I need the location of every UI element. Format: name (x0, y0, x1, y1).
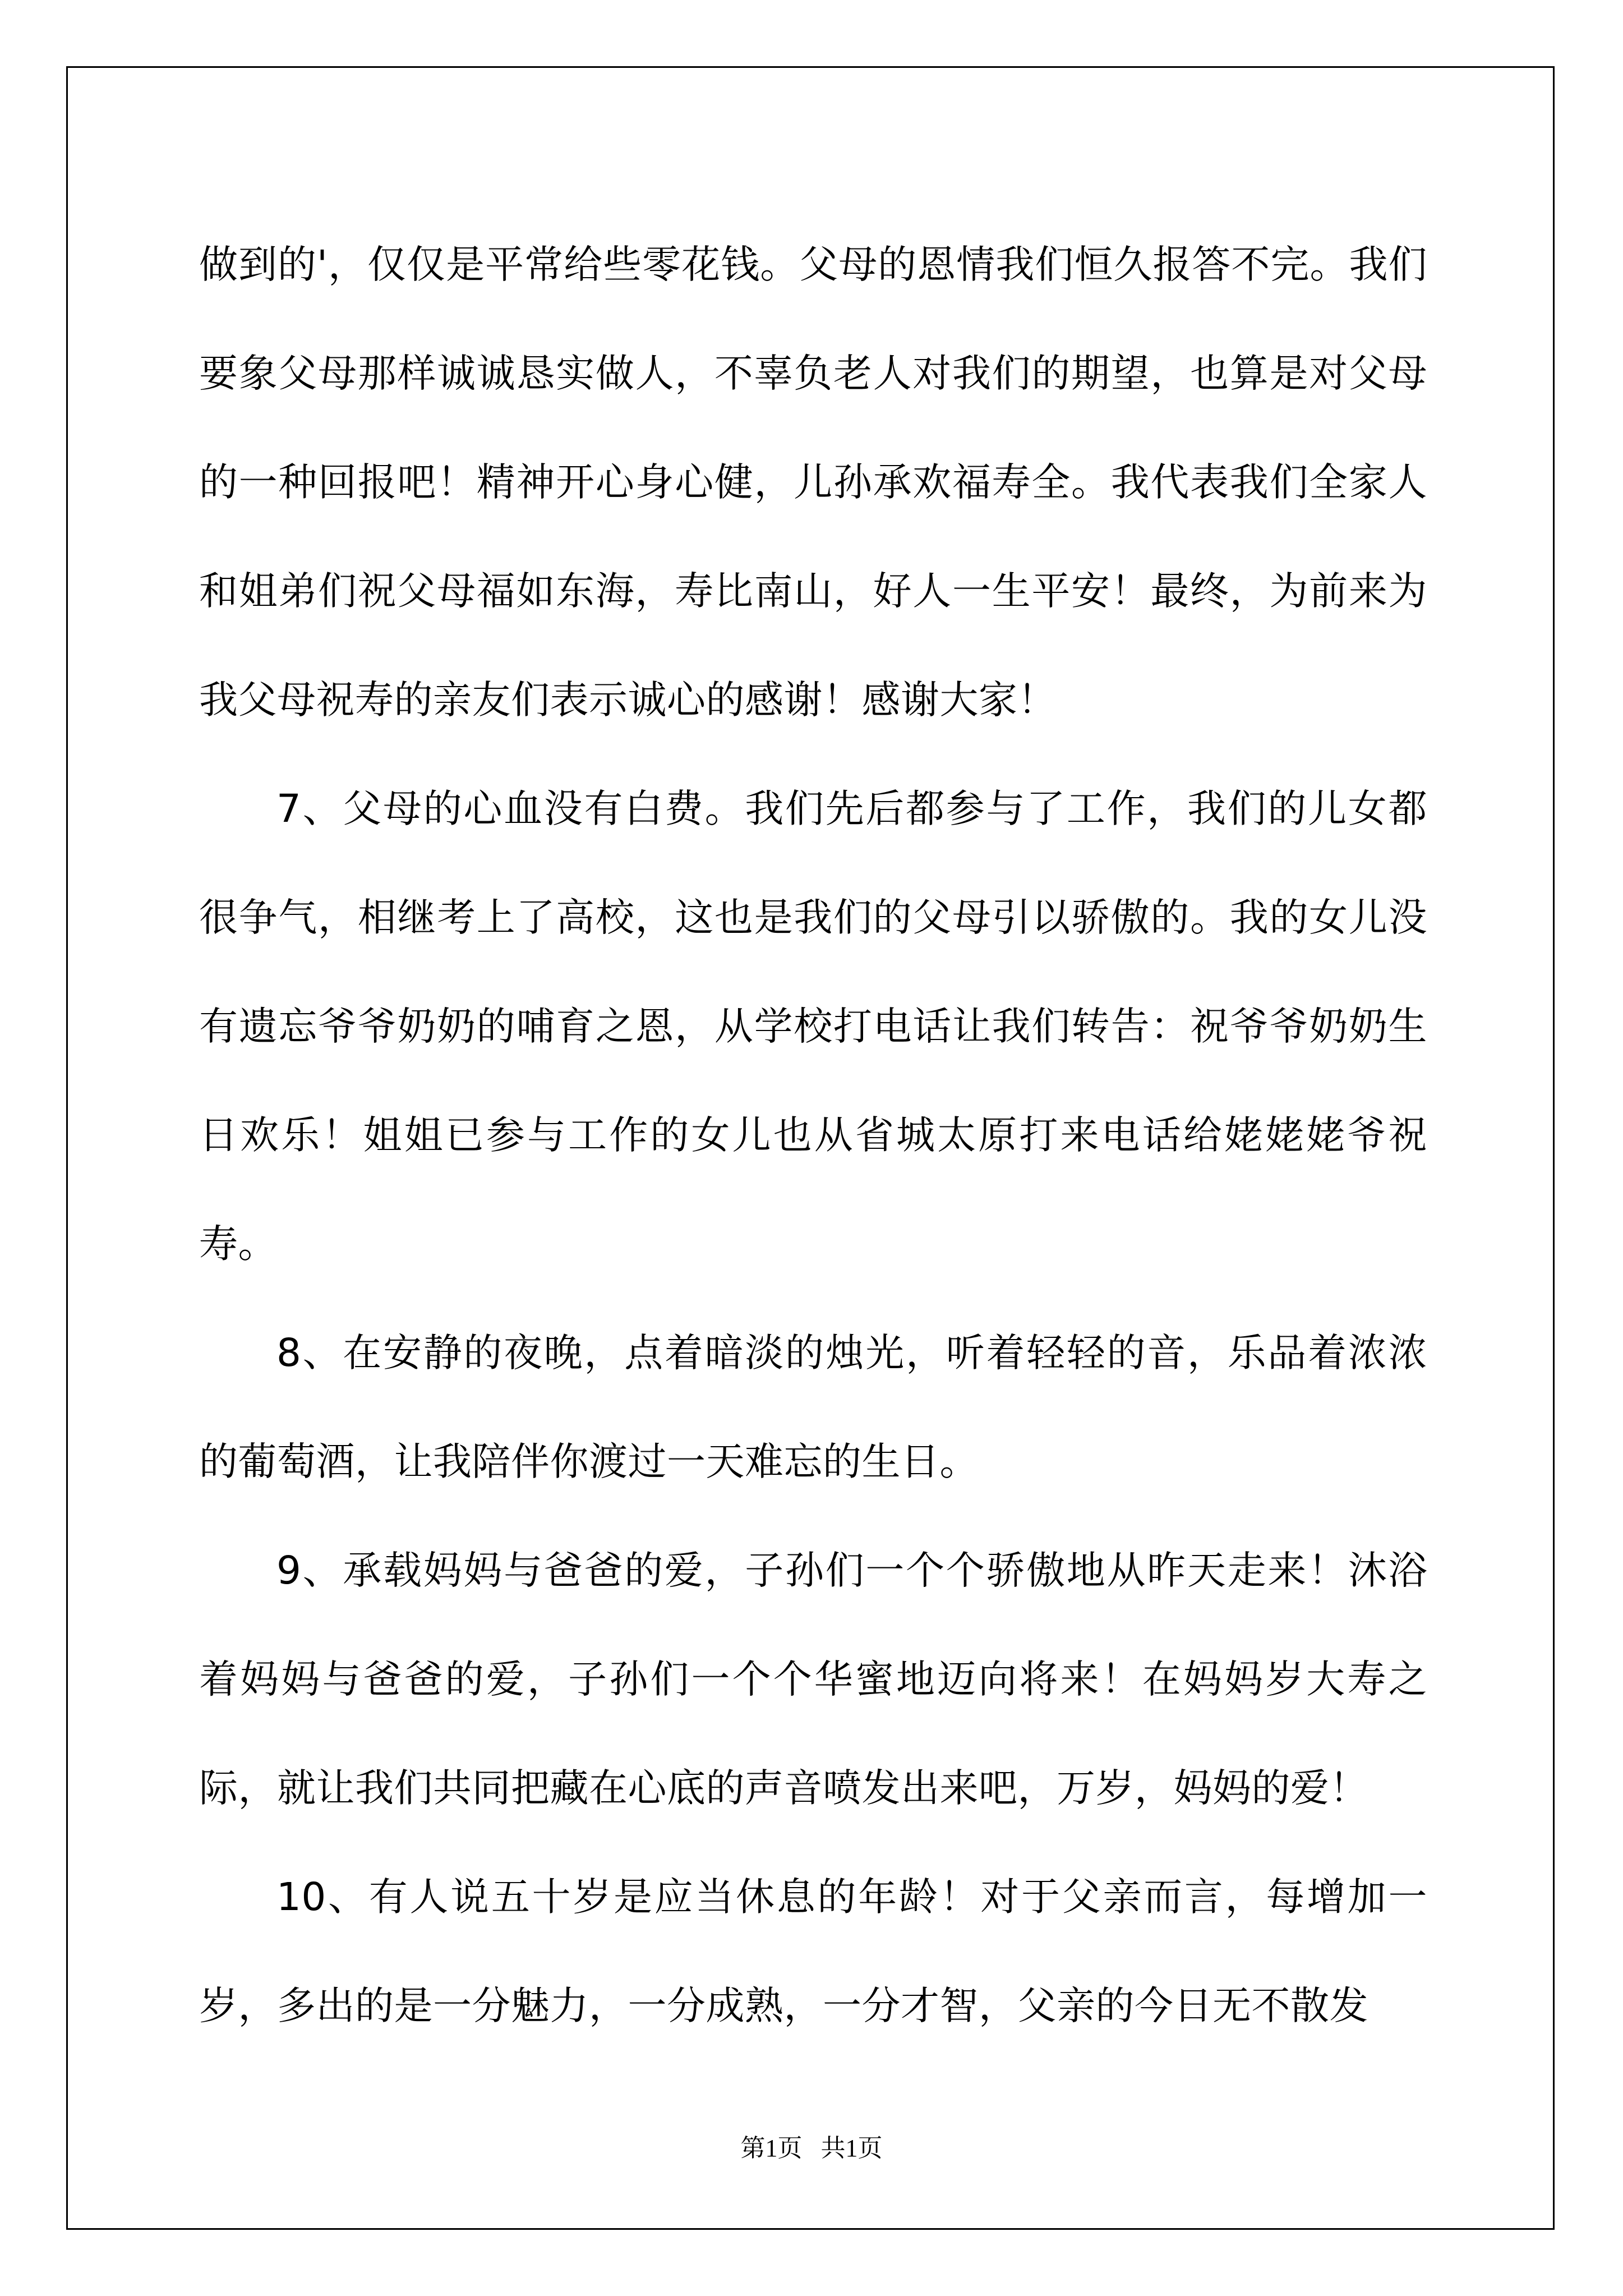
paragraph-5: 10、有人说五十岁是应当休息的年龄！对于父亲而言，每增加一岁，多出的是一分魅力，一分成熟，一分才智，父亲的今日无不散发 (199, 1875, 1427, 2028)
paragraph-3: 8、在安静的夜晚，点着暗淡的烛光，听着轻轻的音，乐品着浓浓的葡萄酒，让我陪伴你渡过一天难忘的生日。 (199, 1331, 1427, 1484)
paragraph-2: 7、父母的心血没有白费。我们先后都参与了工作，我们的儿女都很争气，相继考上了高校，这也是我们的父母引以骄傲的。我的女儿没有遗忘爷爷奶奶的哺育之恩，从学校打电话让我们转告：祝爷爷奶奶生日欢乐！姐姐已参与工作的女儿也从省城太原打来电话给姥姥姥爷祝寿。 (199, 786, 1427, 1267)
document-body (199, 210, 1427, 2060)
paragraph-4: 9、承载妈妈与爸爸的爱，子孙们一个个骄傲地从昨天走来！沐浴着妈妈与爸爸的爱，子孙们一个个华蜜地迈向将来！在妈妈岁大寿之际，就让我们共同把藏在心底的声音喷发出来吧，万岁，妈妈的爱！ (199, 1548, 1427, 1811)
paragraph-1: 做到的'，仅仅是平常给些零花钱。父母的恩情我们恒久报答不完。我们要象父母那样诚诚恳实做人，不辜负老人对我们的期望，也算是对父母的一种回报吧！精神开心身心健，儿孙承欢福寿全。我代表我们全家人和姐弟们祝父母福如东海，寿比南山，好人一生平安！最终，为前来为我父母祝寿的亲友们表示诚心的感谢！感谢大家！ (199, 242, 1427, 723)
page-number-footer: 第1页 共1页 (740, 2134, 883, 2162)
